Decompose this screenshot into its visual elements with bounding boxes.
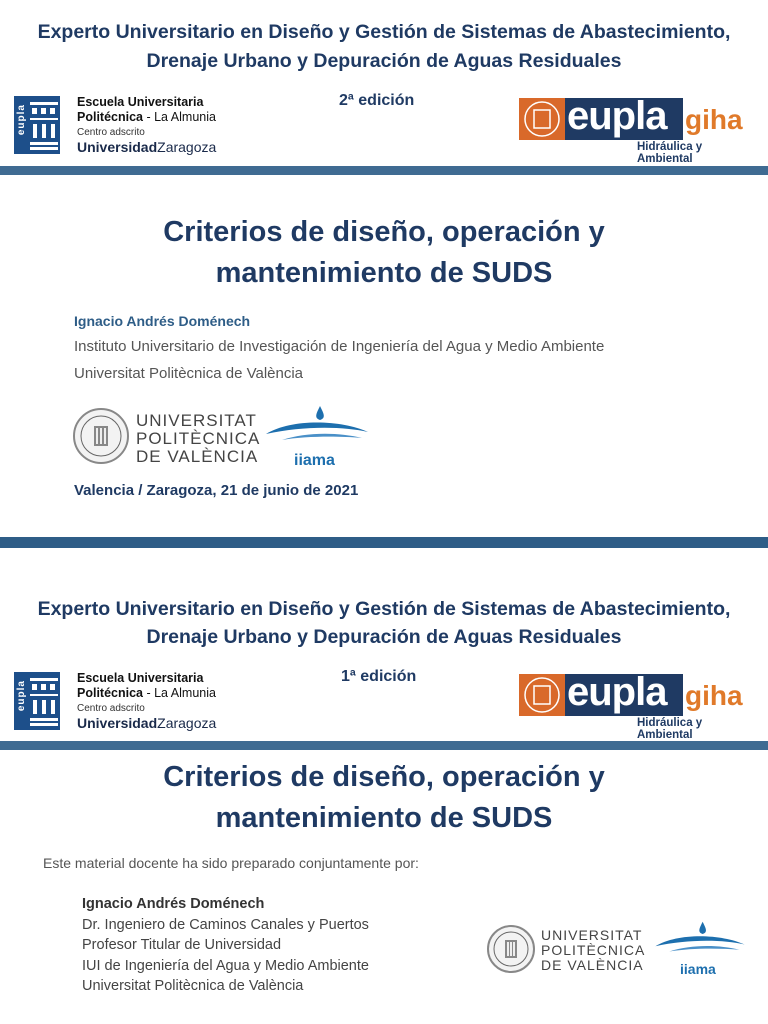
course-title-line-2: Drenaje Urbano y Depuración de Aguas Residuales — [146, 50, 622, 72]
main-title-line-2: mantenimiento de SUDS — [215, 802, 553, 834]
building-icon — [30, 102, 58, 150]
school-line-2-rest: - La Almunia — [143, 686, 216, 700]
main-title-line-2: mantenimiento de SUDS — [215, 257, 553, 289]
credit-line-2: Profesor Titular de Universidad — [82, 937, 282, 953]
eupla-logo-icon — [14, 96, 60, 154]
school-line-2-bold: Politécnica — [77, 110, 143, 124]
upv-line-1: UNIVERSITAT — [136, 411, 257, 430]
water-drop-icon — [650, 920, 750, 962]
course-title-line-1: Experto Universitario en Diseño y Gestión de Sistemas de Abastecimiento, — [37, 21, 731, 43]
school-line-3: Centro adscrito — [77, 127, 145, 138]
school-line-1: Escuela Universitaria — [77, 671, 204, 685]
credit-line-1: Dr. Ingeniero de Caminos Canales y Puertos — [82, 916, 369, 933]
giha-word: giha — [685, 680, 743, 711]
school-line-1: Escuela Universitaria — [77, 95, 204, 109]
upv-line-2: POLITÈCNICA — [541, 942, 646, 958]
upv-name — [541, 928, 645, 973]
author-credits — [82, 894, 369, 997]
eupla-logo-text: eupla — [16, 680, 27, 712]
header-band — [0, 166, 768, 175]
school-line-4-bold: Universidad — [77, 139, 158, 155]
seal-icon — [519, 98, 565, 140]
euplagiha-subtitle: Hidráulica y Ambiental — [637, 717, 703, 741]
eupla-logo-text: eupla — [16, 104, 27, 136]
slide-2 — [0, 548, 768, 1024]
upv-line-3: DE VALÈNCIA — [136, 447, 259, 466]
school-line-2-rest: - La Almunia — [143, 110, 216, 124]
intro-text: Este material docente ha sido preparado conjuntamente por: — [43, 855, 419, 871]
school-name — [77, 95, 216, 155]
eupla-logo-icon — [14, 672, 60, 730]
slide-divider — [0, 537, 768, 548]
affiliation-line-2: Universitat Politècnica de València — [74, 365, 304, 382]
euplagiha-logo — [519, 94, 755, 165]
iiama-word: iiama — [294, 452, 335, 469]
euplagiha-subtitle: Hidráulica y Ambiental — [637, 141, 703, 165]
author-name: Ignacio Andrés Doménech — [74, 313, 251, 329]
water-drop-icon — [262, 404, 372, 452]
upv-name — [136, 412, 260, 466]
eupla-word: eupla — [567, 670, 667, 714]
iiama-word: iiama — [680, 961, 716, 977]
main-title-line-1: Criterios de diseño, operación y — [163, 216, 605, 248]
school-line-2-bold: Politécnica — [77, 686, 143, 700]
building-icon — [30, 678, 58, 726]
credit-line-3: IUI de Ingeniería del Agua y Medio Ambiente — [82, 957, 369, 974]
giha-word: giha — [685, 104, 743, 135]
edition-label: 1ª edición — [341, 668, 417, 685]
date-location: Valencia / Zaragoza, 21 de junio de 2021 — [74, 482, 359, 499]
course-title-line-2: Drenaje Urbano y Depuración de Aguas Residuales — [146, 626, 622, 648]
school-line-4-rest: Zaragoza — [157, 715, 217, 731]
school-line-3: Centro adscrito — [77, 703, 145, 714]
school-line-4-bold: Universidad — [77, 715, 158, 731]
upv-seal-icon — [73, 408, 129, 464]
upv-line-2: POLITÈCNICA — [136, 429, 261, 448]
main-title-line-1: Criterios de diseño, operación y — [163, 761, 605, 793]
credit-line-4: Universitat Politècnica de València — [82, 978, 304, 994]
iiama-logo — [262, 404, 372, 472]
euplagiha-logo — [519, 670, 755, 741]
school-line-4-rest: Zaragoza — [157, 139, 217, 155]
upv-line-3: DE VALÈNCIA — [541, 957, 644, 973]
course-title-line-1: Experto Universitario en Diseño y Gestión de Sistemas de Abastecimiento, — [37, 598, 731, 620]
upv-seal-icon — [487, 925, 535, 973]
upv-line-1: UNIVERSITAT — [541, 927, 643, 943]
iiama-logo — [650, 920, 750, 980]
edition-label: 2ª edición — [339, 92, 415, 109]
eupla-word: eupla — [567, 94, 667, 138]
seal-icon — [519, 674, 565, 716]
header-band — [0, 741, 768, 750]
credit-name: Ignacio Andrés Doménech — [82, 896, 265, 912]
affiliation-line-1: Instituto Universitario de Investigación de Ingeniería del Agua y Medio Ambiente — [74, 338, 605, 355]
school-name — [77, 671, 216, 731]
